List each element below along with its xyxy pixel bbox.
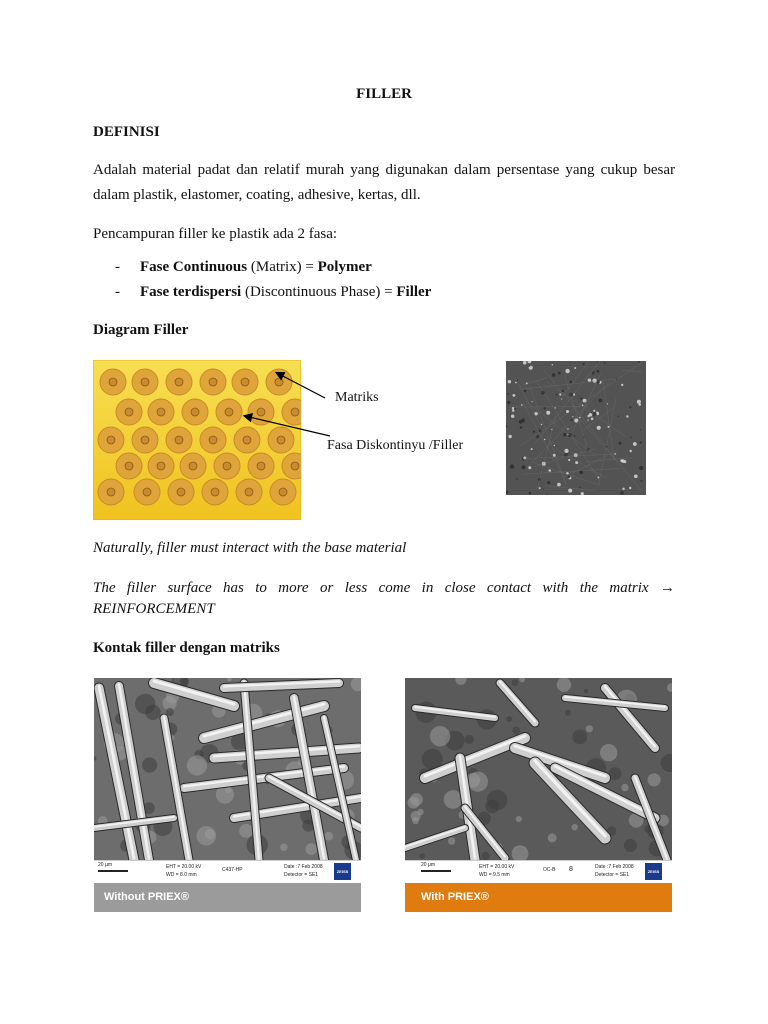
sem-info-bar-left <box>94 860 361 883</box>
scale-label-right: 20 µm <box>421 862 435 868</box>
sample-right: OC-B <box>543 867 556 873</box>
caption-with-priex: With PRIEX® <box>405 883 672 912</box>
filler-particle <box>132 427 158 453</box>
zeiss-logo-right: ZEISS <box>645 863 662 880</box>
eht-left: EHT = 20.00 kV <box>166 864 202 870</box>
contact-heading: Kontak filler dengan matriks <box>93 640 280 656</box>
zeiss-logo-left: ZEISS <box>334 863 351 880</box>
filler-particle <box>270 479 296 505</box>
scale-bar-left <box>98 870 128 872</box>
matrix-label: Matriks <box>335 390 379 405</box>
filler-particle <box>248 453 274 479</box>
phase-item-continuous: - Fase Continuous (Matrix) = Polymer <box>115 259 372 275</box>
sem-micrograph-image <box>506 361 646 495</box>
filler-particle <box>168 479 194 505</box>
sem-info-bar-right <box>405 860 672 883</box>
filler-particle <box>182 399 208 425</box>
filler-particle <box>236 479 262 505</box>
sample-number-right: 8 <box>569 866 573 873</box>
filler-particle <box>166 369 192 395</box>
matrix-arrow <box>277 373 325 398</box>
filler-particle <box>98 479 124 505</box>
filler-particle <box>98 427 124 453</box>
detector-left: Detector = SE1 <box>284 872 319 878</box>
filler-label: Fasa Diskontinyu /Filler <box>327 438 464 453</box>
filler-particle <box>116 453 142 479</box>
filler-particle <box>214 453 240 479</box>
filler-particle <box>132 369 158 395</box>
date-left: Date :7 Feb 2008 <box>284 864 323 870</box>
sem-fibers-image-right <box>405 678 672 860</box>
filler-particle <box>166 427 192 453</box>
sem-panel-without-priex <box>94 678 361 912</box>
diagram-heading: Diagram Filler <box>93 322 189 338</box>
sem-micrograph-small <box>506 361 646 495</box>
filler-particle <box>116 399 142 425</box>
filler-particle <box>100 369 126 395</box>
definition-paragraph: Adalah material padat dan relatif murah yang digunakan dalam persentase yang cukup besar dalam plastik, elastomer, coating, adhesive, kertas, dll. <box>93 162 675 203</box>
caption-without-priex: Without PRIEX® <box>94 883 361 912</box>
phase-item-dispersed: - Fase terdispersi (Discontinuous Phase) = Filler <box>115 284 432 300</box>
note-surface-line2: REINFORCEMENT <box>93 601 215 617</box>
note-interact: Naturally, filler must interact with the base material <box>93 540 407 556</box>
scale-label-left: 20 µm <box>98 862 112 868</box>
filler-particle <box>148 399 174 425</box>
filler-particle <box>200 369 226 395</box>
mixing-intro: Pencampuran filler ke plastik ada 2 fasa: <box>93 226 338 242</box>
sample-left: C437-HP <box>222 867 243 873</box>
note-surface-line1: The filler surface has to more or less come in close contact with the matrix → <box>93 580 675 596</box>
scale-bar-right <box>421 870 451 872</box>
filler-particle <box>148 453 174 479</box>
date-right: Date :7 Feb 2008 <box>595 864 634 870</box>
filler-particle <box>180 453 206 479</box>
sem-panel-with-priex <box>405 678 672 912</box>
sem-fibers-image-left <box>94 678 361 860</box>
wd-left: WD = 8.0 mm <box>166 872 197 878</box>
filler-arrow <box>245 416 330 436</box>
filler-particle <box>202 479 228 505</box>
wd-right: WD = 9.5 mm <box>479 872 510 878</box>
glass-fiber <box>224 681 339 688</box>
filler-particle <box>200 427 226 453</box>
definition-heading: DEFINISI <box>93 124 160 140</box>
filler-particle <box>134 479 160 505</box>
eht-right: EHT = 20.00 kV <box>479 864 515 870</box>
page-title: FILLER <box>356 86 412 102</box>
detector-right: Detector = SE1 <box>595 872 630 878</box>
diagram-arrows <box>230 360 340 440</box>
